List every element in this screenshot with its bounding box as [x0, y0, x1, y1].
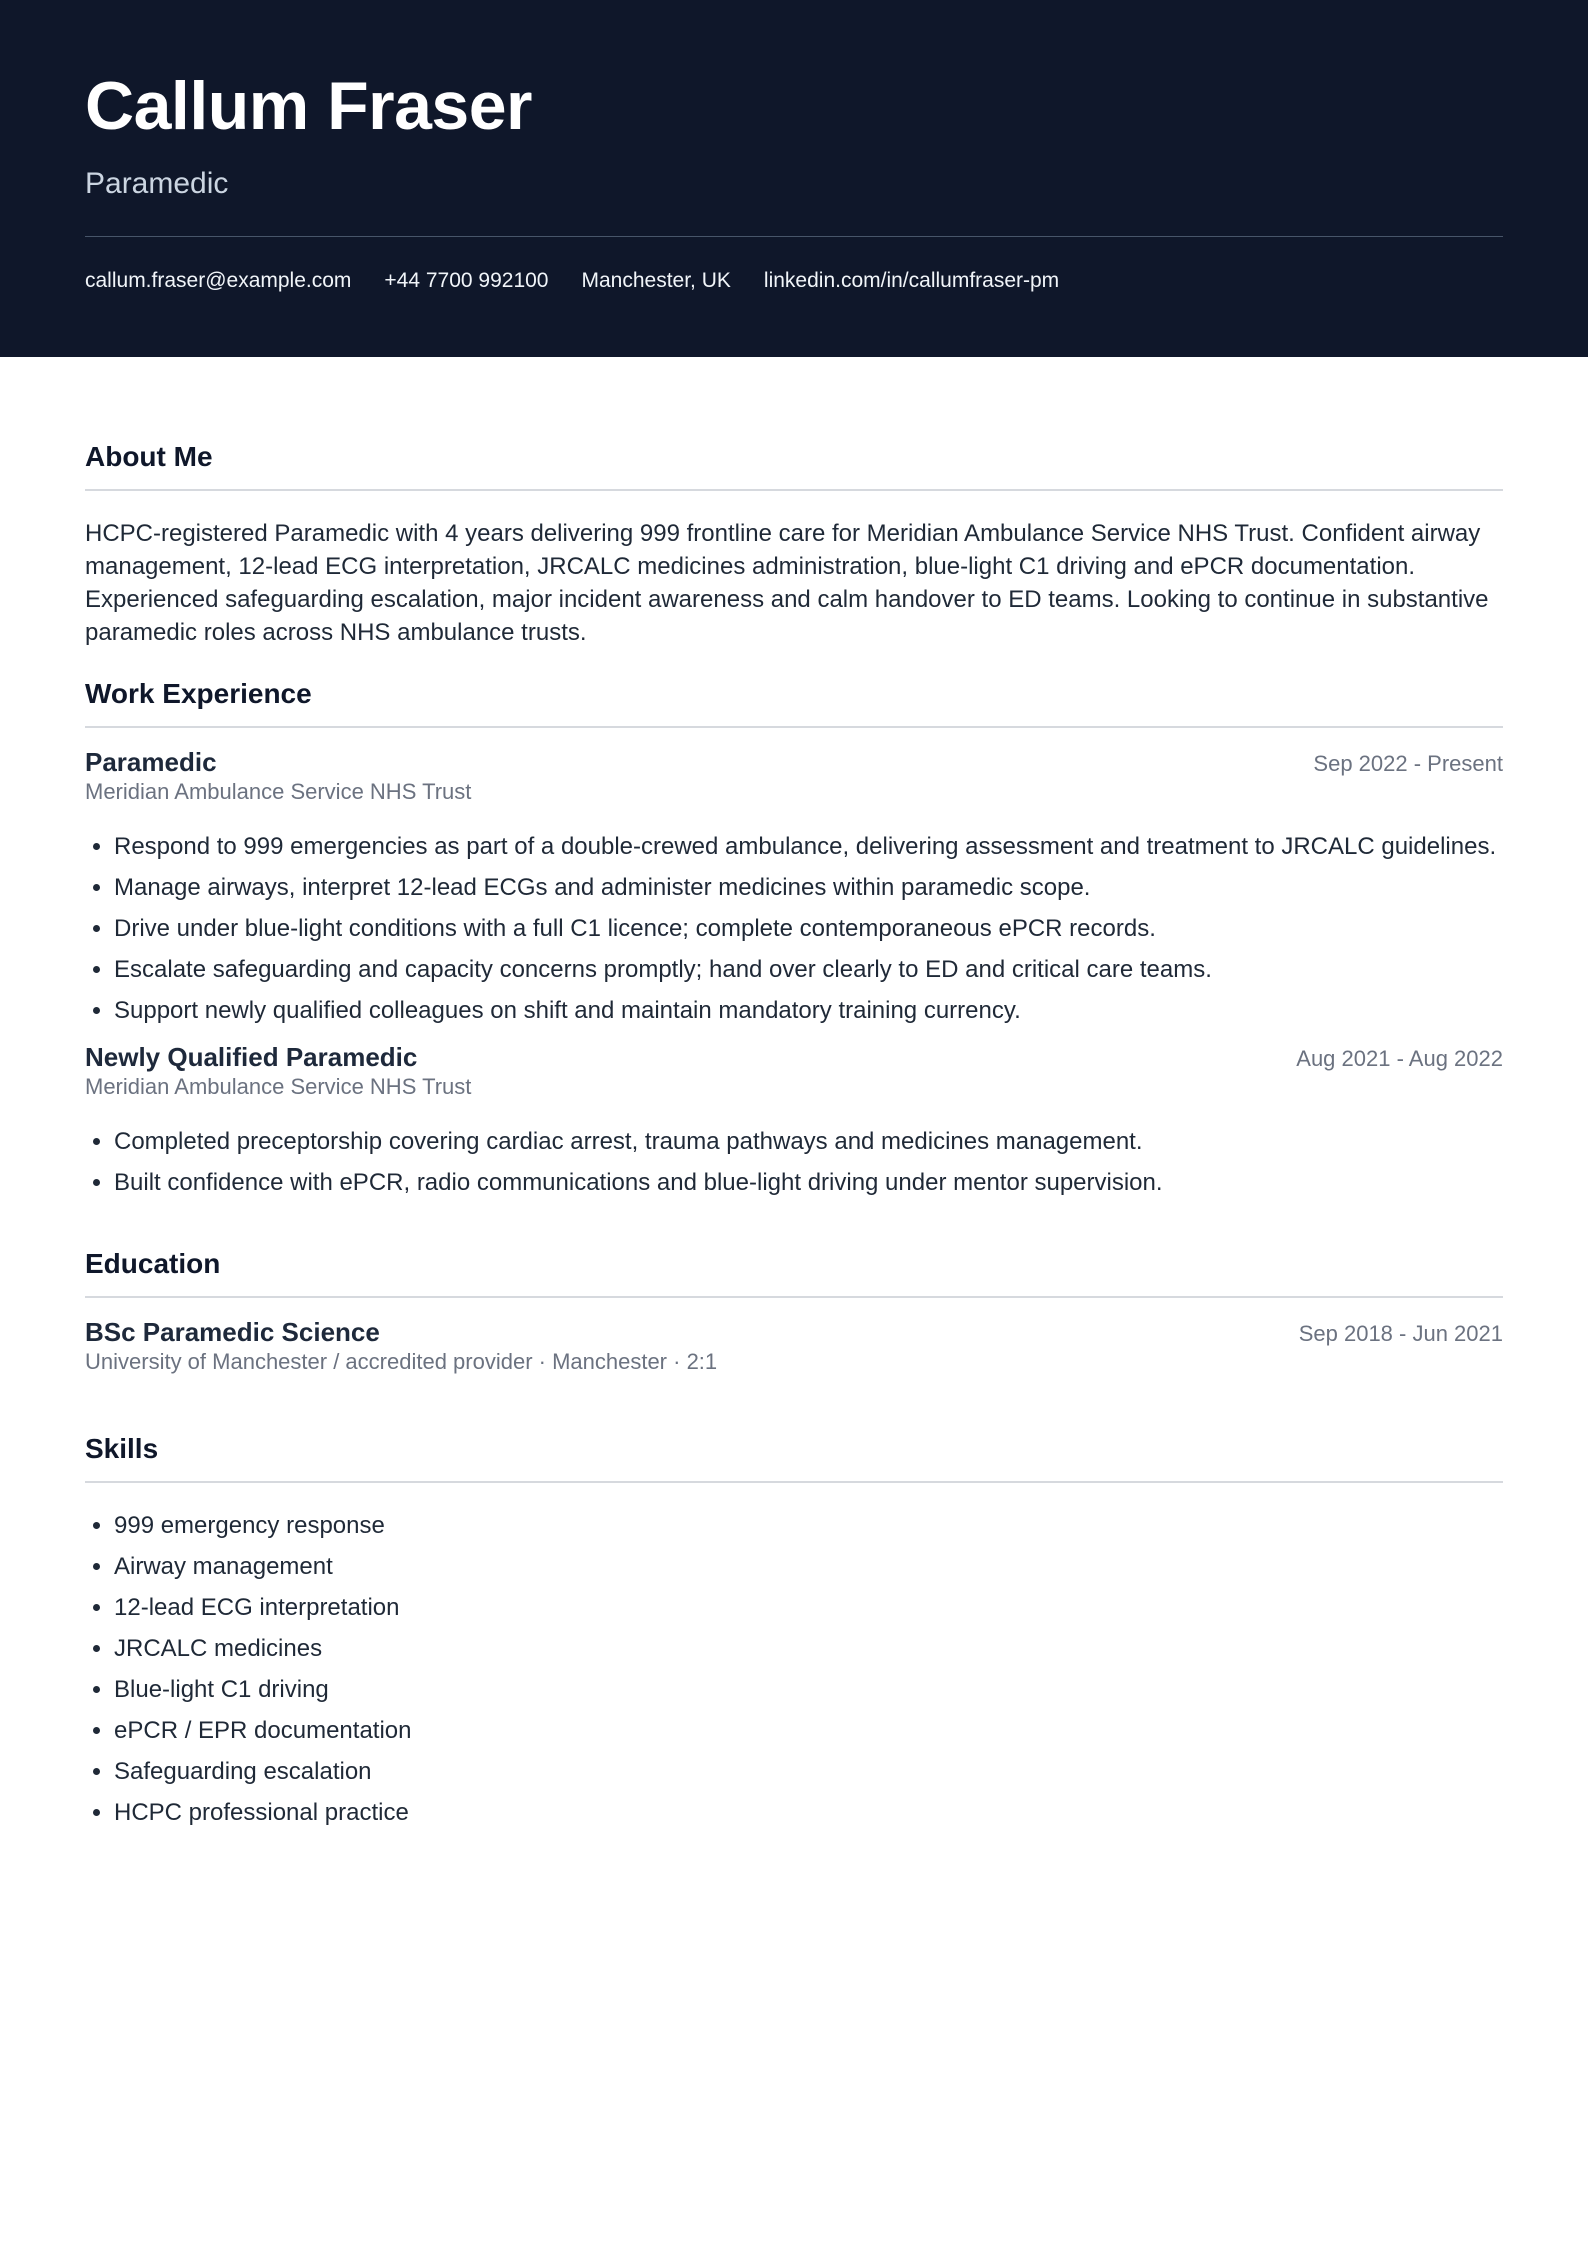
job-bullet: • Built confidence with ePCR, radio communications and blue-light driving under mentor supervision. [114, 1166, 1503, 1199]
education-details: University of Manchester / accredited provider · Manchester · 2:1 [85, 1349, 718, 1374]
skills-heading: Skills [85, 1433, 159, 1464]
contact-row [85, 269, 1503, 293]
about-section [85, 357, 1503, 649]
degree-title: BSc Paramedic Science [85, 1317, 380, 1347]
resume-body [0, 357, 1588, 1829]
job-bullet: • Drive under blue-light conditions with a full C1 licence; complete contemporaneous ePCR records. [114, 912, 1503, 945]
skill-item: • 999 emergency response [114, 1509, 1503, 1542]
job-bullet: • Escalate safeguarding and capacity concerns promptly; hand over clearly to ED and critical care teams. [114, 953, 1503, 986]
resume-header [0, 0, 1588, 357]
job-header [85, 1041, 1503, 1073]
contact-email[interactable]: callum.fraser@example.com [85, 269, 352, 292]
skill-item: • Blue-light C1 driving [114, 1673, 1503, 1706]
skill-item: • Safeguarding escalation [114, 1755, 1503, 1788]
skills-section [85, 1376, 1503, 1829]
job-dates: Sep 2022 - Present [1313, 751, 1503, 776]
section-divider [85, 1296, 1503, 1298]
job-entry [85, 1041, 1503, 1199]
job-title: Paramedic [85, 747, 217, 777]
section-divider [85, 1481, 1503, 1483]
skill-item: • Airway management [114, 1550, 1503, 1583]
candidate-title: Paramedic [85, 167, 229, 200]
job-bullet: • Completed preceptorship covering cardiac arrest, trauma pathways and medicines management. [114, 1125, 1503, 1158]
header-divider [85, 236, 1503, 237]
skill-item: • JRCALC medicines [114, 1632, 1503, 1665]
education-section [85, 1207, 1503, 1376]
section-divider [85, 489, 1503, 491]
about-heading: About Me [85, 441, 213, 472]
job-header [85, 746, 1503, 778]
section-divider [85, 726, 1503, 728]
education-header [85, 1316, 1503, 1348]
education-entry [85, 1316, 1503, 1376]
job-entry [85, 746, 1503, 1027]
about-text: HCPC-registered Paramedic with 4 years delivering 999 frontline care for Meridian Ambulance Service NHS Trust. Confident airway management, 12-lead ECG interpretation, JRCALC medicines administration, blue-light C1 driving and ePCR documentation. Experienced safeguarding escalation, major incident awareness and calm handover to ED teams. Looking to continue in substantive paramedic roles across NHS ambulance trusts. [85, 520, 1489, 646]
job-organisation: Meridian Ambulance Service NHS Trust [85, 1074, 472, 1099]
skill-item: • ePCR / EPR documentation [114, 1714, 1503, 1747]
job-title: Newly Qualified Paramedic [85, 1042, 418, 1072]
skill-item: • HCPC professional practice [114, 1796, 1503, 1829]
job-bullet: • Manage airways, interpret 12-lead ECGs and administer medicines within paramedic scope. [114, 871, 1503, 904]
candidate-name: Callum Fraser [85, 68, 533, 144]
contact-location: Manchester, UK [581, 269, 731, 292]
job-bullets [85, 830, 1503, 1027]
contact-linkedin[interactable]: linkedin.com/in/callumfraser-pm [763, 269, 1060, 292]
job-bullets [85, 1125, 1503, 1199]
education-heading: Education [85, 1248, 221, 1279]
work-section [85, 649, 1503, 1199]
job-dates: Aug 2021 - Aug 2022 [1296, 1046, 1503, 1071]
education-dates: Sep 2018 - Jun 2021 [1298, 1321, 1503, 1346]
job-organisation: Meridian Ambulance Service NHS Trust [85, 779, 472, 804]
skills-list [85, 1509, 1503, 1829]
contact-phone[interactable]: +44 7700 992100 [384, 269, 549, 292]
work-heading: Work Experience [85, 678, 312, 709]
skill-item: • 12-lead ECG interpretation [114, 1591, 1503, 1624]
job-bullet: • Respond to 999 emergencies as part of a double-crewed ambulance, delivering assessment and treatment to JRCALC guidelines. [114, 830, 1503, 863]
job-bullet: • Support newly qualified colleagues on shift and maintain mandatory training currency. [114, 994, 1503, 1027]
